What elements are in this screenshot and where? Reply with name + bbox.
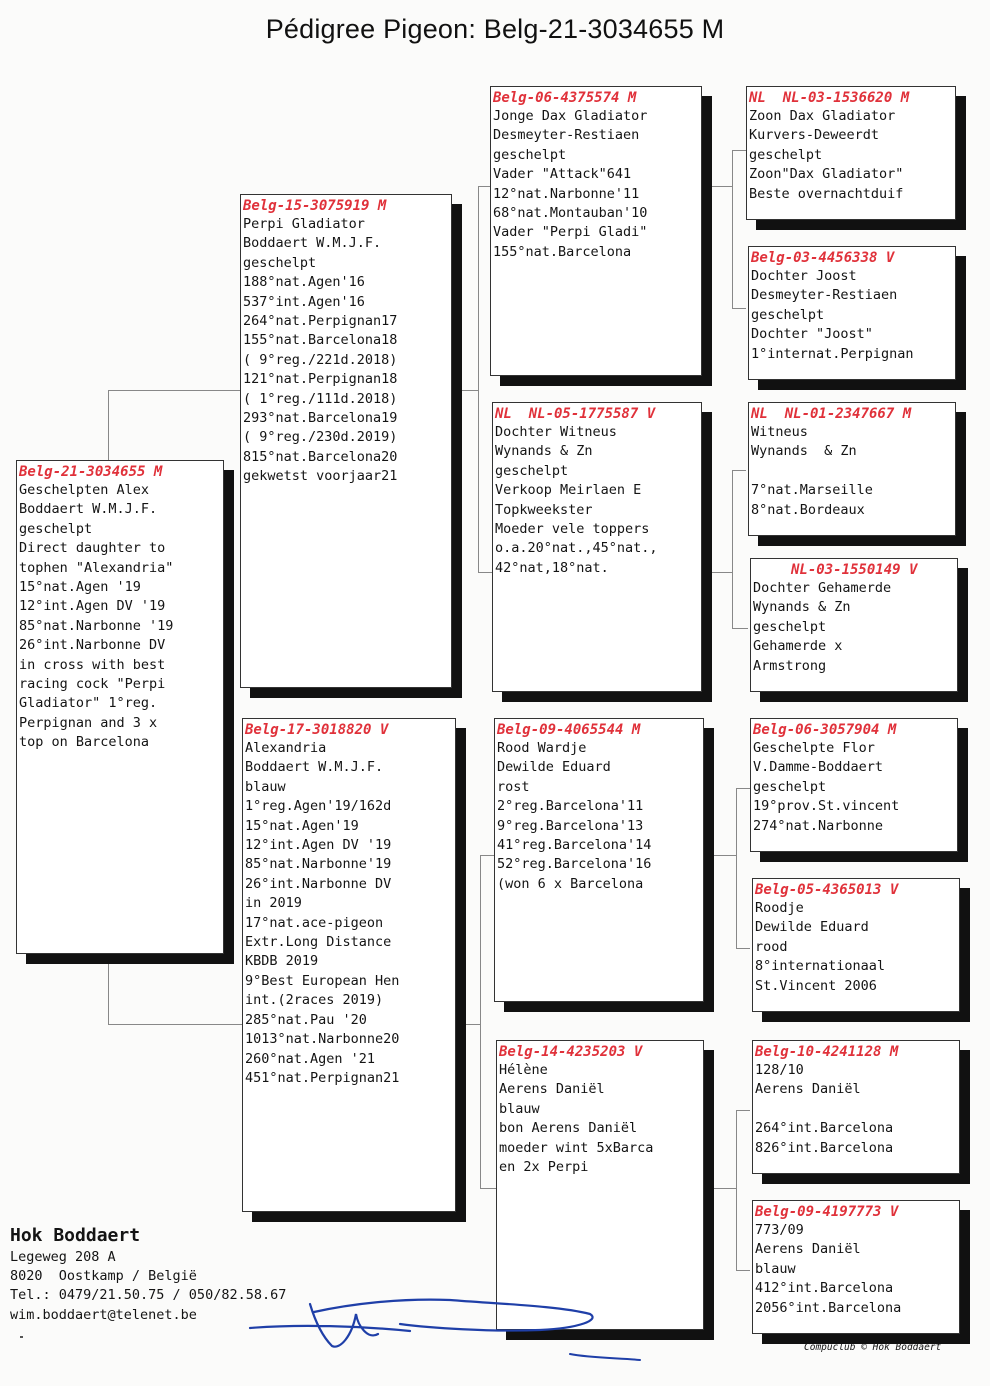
pigeon-detail-line: bon Aerens Daniël (499, 1120, 638, 1137)
pigeon-detail-line: Dochter Joost (751, 268, 857, 284)
pigeon-card-dam (242, 718, 456, 1212)
pigeon-detail-line: Perpi Gladiator (243, 216, 365, 232)
ring-number: Belg-15-3075919 M (243, 198, 387, 214)
pigeon-detail-line: 274°nat.Narbonne (753, 817, 884, 834)
pigeon-detail-line: 12°int.Agen DV '19 (245, 837, 392, 854)
pigeon-detail-line: Beste overnachtduif (749, 185, 904, 202)
owner-email: wim.boddaert@telenet.be (10, 1306, 197, 1323)
pigeon-detail-line: blauw (499, 1100, 540, 1117)
pigeon-detail-line: 1°internat.Perpignan (751, 345, 914, 362)
pigeon-detail-line: Dochter "Joost" (751, 326, 873, 343)
ring-number: Belg-09-4065544 M (497, 722, 641, 738)
page-title: Pédigree Pigeon: Belg-21-3034655 M (265, 14, 725, 44)
pigeon-detail-line: (won 6 x Barcelona (497, 875, 644, 892)
connector-line (108, 390, 109, 460)
pigeon-detail-line: 773/09 (755, 1222, 804, 1238)
pigeon-detail-line: 41°reg.Barcelona'14 (497, 837, 652, 854)
pigeon-detail-line: 2°reg.Barcelona'11 (497, 798, 644, 815)
pigeon-detail-line: 52°reg.Barcelona'16 (497, 856, 652, 873)
pigeon-detail-line: 260°nat.Agen '21 (245, 1050, 376, 1067)
pigeon-detail-line: 12°nat.Narbonne'11 (493, 185, 640, 202)
pigeon-details (753, 1221, 959, 1318)
pigeon-detail-line: Boddaert W.M.J.F. (19, 501, 158, 518)
pigeon-detail-line: 412°int.Barcelona (755, 1280, 894, 1297)
connector-line (732, 150, 746, 151)
pigeon-detail-line: ( 1°reg./111d.2018) (243, 390, 398, 407)
pigeon-detail-line: 85°nat.Narbonne'19 (245, 856, 392, 873)
ring-number: Belg-17-3018820 V (245, 722, 389, 738)
pigeon-detail-line: Extr.Long Distance (245, 934, 392, 951)
pigeon-details (751, 579, 957, 676)
ring-number: NL NL-03-1536620 M (749, 90, 910, 106)
pigeon-detail-line: 19°prov.St.vincent (753, 798, 900, 815)
connector-line (462, 1024, 480, 1025)
pigeon-detail-line: 26°int.Narbonne DV (19, 637, 166, 654)
pigeon-detail-line: rost (497, 778, 530, 795)
pigeon-detail-line: Vader "Attack"641 (493, 166, 632, 183)
pigeon-detail-line: Geschelpten Alex (19, 482, 150, 498)
pigeon-detail-line: KBDB 2019 (245, 953, 319, 970)
pigeon-detail-line: 9°Best European Hen (245, 972, 400, 989)
pigeon-detail-line: 15°nat.Agen '19 (19, 579, 141, 596)
pigeon-detail-line: 42°nat,18°nat. (495, 559, 609, 576)
pigeon-details (749, 423, 955, 520)
pigeon-detail-line: 815°nat.Barcelona20 (243, 448, 398, 465)
pigeon-card-ddd (752, 1200, 960, 1334)
pigeon-detail-line (751, 462, 955, 481)
ring-number: Belg-06-3057904 M (753, 722, 897, 738)
pigeon-details (243, 739, 455, 1088)
connector-line (736, 948, 750, 949)
pigeon-detail-line: 264°nat.Perpignan17 (243, 313, 398, 330)
pigeon-details (753, 899, 959, 996)
pigeon-detail-line: geschelpt (493, 146, 567, 163)
pigeon-detail-line: o.a.20°nat.,45°nat., (495, 540, 658, 557)
pigeon-detail-line: 85°nat.Narbonne '19 (19, 617, 174, 634)
pigeon-detail-line: int.(2races 2019) (245, 992, 384, 1009)
pigeon-detail-line: 8°nat.Bordeaux (751, 501, 865, 518)
pigeon-detail-line: racing cock "Perpi (19, 676, 166, 693)
pigeon-detail-line: Desmeyter-Restiaen (493, 127, 640, 144)
pigeon-detail-line: Gladiator" 1°reg. (19, 695, 158, 712)
pigeon-detail-line: Topkweekster (495, 501, 593, 518)
connector-line (732, 628, 748, 629)
pigeon-detail-line: Dewilde Eduard (755, 919, 869, 936)
pigeon-detail-line: Aerens Daniël (755, 1241, 861, 1258)
connector-line (108, 1024, 242, 1025)
connector-line (736, 1270, 750, 1271)
connector-line (736, 788, 750, 789)
pigeon-detail-line: rood (755, 938, 788, 955)
pigeon-detail-line: Rood Wardje (497, 740, 587, 756)
pigeon-detail-line: Wynands & Zn (495, 443, 593, 460)
pigeon-detail-line: Witneus (751, 424, 808, 440)
pigeon-detail-line: geschelpt (749, 146, 823, 163)
pigeon-detail-line (755, 1100, 959, 1119)
pigeon-detail-line: 451°nat.Perpignan21 (245, 1069, 400, 1086)
pigeon-detail-line: Verkoop Meirlaen E (495, 482, 642, 499)
ring-number: Belg-10-4241128 M (755, 1044, 899, 1060)
pigeon-details (749, 267, 955, 364)
pigeon-card-dam-sire (494, 718, 704, 1002)
pigeon-detail-line: 9°reg.Barcelona'13 (497, 817, 644, 834)
ring-number: Belg-14-4235203 V (499, 1044, 643, 1060)
connector-line (708, 186, 732, 187)
pigeon-card-dds (752, 1040, 960, 1174)
connector-line (478, 186, 490, 187)
ring-number: NL NL-01-2347667 M (751, 406, 912, 422)
pigeon-detail-line: Boddaert W.M.J.F. (245, 759, 384, 776)
signature (240, 1284, 720, 1384)
pigeon-detail-line: 1°reg.Agen'19/162d (245, 798, 392, 815)
connector-line (736, 788, 737, 948)
pigeon-detail-line: geschelpt (753, 618, 827, 635)
connector-line (480, 855, 494, 856)
pigeon-detail-line: geschelpt (495, 462, 569, 479)
pigeon-detail-line: geschelpt (753, 778, 827, 795)
pigeon-details (497, 1061, 703, 1177)
pigeon-detail-line: ( 9°reg./230d.2019) (243, 429, 398, 446)
connector-line (478, 186, 479, 573)
pigeon-detail-line: 264°int.Barcelona (755, 1120, 894, 1137)
pigeon-detail-line: 26°int.Narbonne DV (245, 875, 392, 892)
footer-credit: Compuclub © Hok Boddaert (804, 1342, 942, 1353)
pigeon-detail-line: geschelpt (19, 520, 93, 537)
pigeon-detail-line: Dewilde Eduard (497, 759, 611, 776)
connector-line (732, 308, 746, 309)
pigeon-detail-line: 293°nat.Barcelona19 (243, 410, 398, 427)
pigeon-details (747, 107, 955, 204)
pigeon-card-ssd (748, 246, 956, 380)
pigeon-detail-line: 68°nat.Montauban'10 (493, 205, 648, 222)
pigeon-detail-line: 17°nat.ace-pigeon (245, 914, 384, 931)
connector-line (478, 572, 492, 573)
pigeon-detail-line: in 2019 (245, 895, 302, 912)
pigeon-detail-line: ( 9°reg./221d.2018) (243, 351, 398, 368)
pigeon-detail-line: gekwetst voorjaar21 (243, 468, 398, 485)
ring-number: Belg-21-3034655 M (19, 464, 163, 480)
owner-address: Legeweg 208 A (10, 1249, 116, 1265)
pigeon-detail-line: Kurvers-Deweerdt (749, 127, 880, 144)
ring-number: NL NL-05-1775587 V (495, 406, 656, 422)
pigeon-detail-line: V.Damme-Boddaert (753, 759, 884, 776)
pigeon-detail-line: Zoon Dax Gladiator (749, 108, 896, 124)
pigeon-card-sds (748, 402, 956, 536)
pigeon-detail-line: Alexandria (245, 740, 327, 756)
pigeon-detail-line: Hélène (499, 1062, 548, 1078)
pigeon-detail-line: geschelpt (751, 306, 825, 323)
connector-line (108, 390, 240, 391)
pigeon-detail-line: Vader "Perpi Gladi" (493, 224, 648, 241)
connector-line (708, 572, 732, 573)
pigeon-detail-line: 537°int.Agen'16 (243, 293, 365, 310)
ring-number: Belg-09-4197773 V (755, 1204, 899, 1220)
pigeon-details (495, 739, 703, 894)
connector-line (710, 855, 736, 856)
pigeon-card-dss (750, 718, 958, 852)
pigeon-card-sss (746, 86, 956, 220)
pigeon-detail-line: Aerens Daniël (755, 1081, 861, 1098)
pigeon-detail-line: Zoon"Dax Gladiator" (749, 166, 904, 183)
pigeon-detail-line: 285°nat.Pau '20 (245, 1011, 367, 1028)
pigeon-detail-line: 826°int.Barcelona (755, 1139, 894, 1156)
pigeon-detail-line: Wynands & Zn (753, 599, 851, 616)
pigeon-detail-line: Direct daughter to (19, 540, 166, 557)
pigeon-detail-line: 15°nat.Agen'19 (245, 817, 359, 834)
pigeon-detail-line: 8°internationaal (755, 958, 886, 975)
pigeon-detail-line: 121°nat.Perpignan18 (243, 371, 398, 388)
connector-line (732, 470, 733, 628)
pigeon-detail-line: Aerens Daniël (499, 1081, 605, 1098)
pigeon-detail-line: 7°nat.Marseille (751, 482, 873, 499)
pigeon-detail-line: moeder wint 5xBarca (499, 1139, 654, 1156)
pigeon-detail-line: in cross with best (19, 656, 166, 673)
pigeon-detail-line: Roodje (755, 900, 804, 916)
ring-number: NL-03-1550149 V (791, 562, 918, 578)
pigeon-details (17, 481, 223, 753)
pigeon-detail-line: Armstrong (753, 657, 827, 674)
pigeon-detail-line: Gehamerde x (753, 638, 843, 655)
pigeon-detail-line: blauw (755, 1260, 796, 1277)
ring-number: Belg-06-4375574 M (493, 90, 637, 106)
ring-number: Belg-05-4365013 V (755, 882, 899, 898)
pigeon-detail-line: Moeder vele toppers (495, 521, 650, 538)
pigeon-detail-line: tophen "Alexandria" (19, 559, 174, 576)
pigeon-details (753, 1061, 959, 1158)
pigeon-details (491, 107, 701, 262)
pigeon-card-sire-dam (492, 402, 702, 692)
pigeon-details (751, 739, 957, 836)
pigeon-detail-line: St.Vincent 2006 (755, 977, 877, 994)
speck (20, 1336, 23, 1338)
pigeon-detail-line: Dochter Witneus (495, 424, 617, 440)
pigeon-detail-line: Desmeyter-Restiaen (751, 287, 898, 304)
connector-line (736, 1110, 737, 1270)
pigeon-detail-line: blauw (245, 778, 286, 795)
pigeon-card-dsd (752, 878, 960, 1012)
connector-line (736, 1110, 750, 1111)
pigeon-detail-line: top on Barcelona (19, 734, 150, 751)
connector-line (108, 962, 109, 1024)
connector-line (710, 1188, 736, 1189)
pigeon-detail-line: en 2x Perpi (499, 1159, 589, 1176)
pigeon-details (493, 423, 701, 578)
pigeon-detail-line: 1013°nat.Narbonne20 (245, 1031, 400, 1048)
pigeon-detail-line: geschelpt (243, 254, 317, 271)
pigeon-card-sdd (750, 558, 958, 692)
connector-line (732, 470, 746, 471)
connector-line (480, 1188, 496, 1189)
pigeon-detail-line: 155°nat.Barcelona (493, 243, 632, 260)
connector-line (458, 390, 478, 391)
owner-city: 8020 Oostkamp / België (10, 1268, 197, 1285)
pigeon-details (241, 215, 451, 487)
pigeon-card-sire (240, 194, 452, 688)
pigeon-detail-line: Geschelpte Flor (753, 740, 875, 756)
pigeon-detail-line: 2056°int.Barcelona (755, 1299, 902, 1316)
ring-number: Belg-03-4456338 V (751, 250, 895, 266)
connector-line (480, 855, 481, 1188)
connector-line (732, 150, 733, 308)
owner-name: Hok Boddaert (10, 1225, 141, 1246)
pigeon-detail-line: Boddaert W.M.J.F. (243, 235, 382, 252)
pigeon-detail-line: 155°nat.Barcelona18 (243, 332, 398, 349)
owner-phone: Tel.: 0479/21.50.75 / 050/82.58.67 (10, 1287, 287, 1304)
pigeon-card-sire-sire (490, 86, 702, 376)
pigeon-detail-line: 12°int.Agen DV '19 (19, 598, 166, 615)
pigeon-card-subject (16, 460, 224, 954)
pigeon-detail-line: Perpignan and 3 x (19, 714, 158, 731)
pigeon-detail-line: Jonge Dax Gladiator (493, 108, 648, 124)
pigeon-detail-line: 188°nat.Agen'16 (243, 274, 365, 291)
pigeon-detail-line: 128/10 (755, 1062, 804, 1078)
pigeon-detail-line: Dochter Gehamerde (753, 580, 892, 596)
pigeon-detail-line: Wynands & Zn (751, 443, 857, 460)
